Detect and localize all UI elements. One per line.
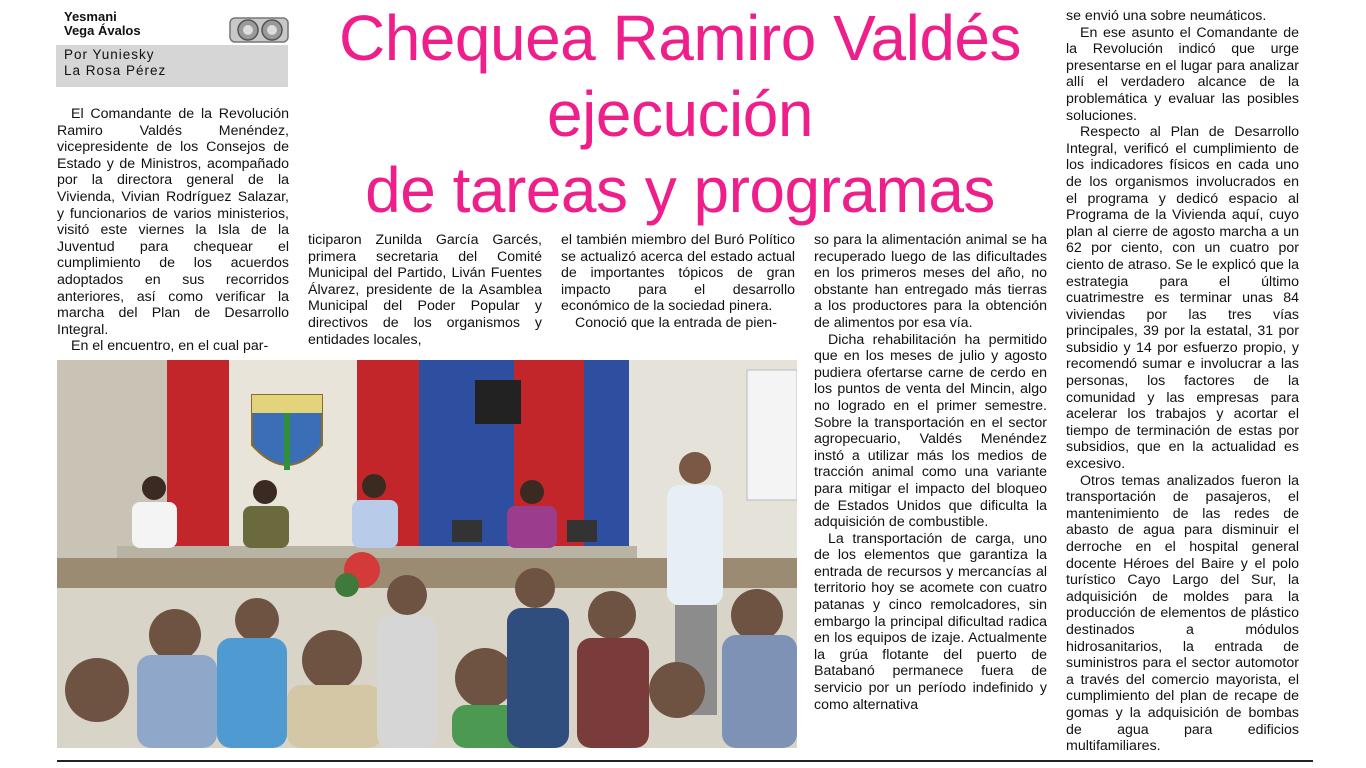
headline-line2: ejecución — [547, 78, 813, 150]
paragraph: se envió una sobre neumáticos. — [1066, 8, 1267, 24]
article-column-2 — [308, 232, 542, 348]
bottom-rule — [57, 760, 1313, 762]
photo-credit-line1: Yesmani — [64, 9, 117, 24]
paragraph: Respecto al Plan de Desarrollo Integral, verificó el cumplimiento de los indicadores físicos en cada uno de los organismos involucrados en el programa y dedicó espacio al Programa de la Vivienda aquí, cuyo plan al cierre de agosto marcha a un 62 por ciento, con un cuatro por ciento de atraso. Se le explicó que la estrategia para el último cuatrimestre es terminar unas 84 viviendas por las tres vías principales, 39 por la estatal, 31 por subsidio y 14 por esfuerzo propio, y recomendó sumar e involucrar a las personas, los factores de la comunidad y las empresas para acelerar los trabajos y acortar el tiempo de terminación de estas por subsidios, que en la actualidad es excesivo. — [1066, 124, 1299, 473]
headline-line1: Chequea Ramiro Valdés — [338, 2, 1022, 74]
author-line2: La Rosa Pérez — [64, 63, 167, 78]
headline — [300, 0, 1060, 228]
article-column-4 — [814, 232, 1047, 713]
paragraph: so para la alimentación animal se ha recuperado luego de las dificultades en los primeros meses del año, no obstante han entregado más tierras a los productores para la obtención de alimentos por esa vía. — [814, 232, 1047, 331]
camera-icon — [228, 12, 290, 46]
headline-line3: de tareas y programas — [365, 154, 995, 226]
paragraph: Otros temas analizados fueron la transportación de pasajeros, el mantenimiento de las redes de abasto de agua para disminuir el derroche en el hospital general docente Héroes del Baire y el polo turístico Cayo Largo del Sur, la adquisición de moldes para la producción de elementos de plástico destinados a módulos hidrosanitarios, la entrada de suministros para el sector automotor a través del comercio mayorista, el cumplimiento del plan de recape de gomas y la adquisición de bombas de agua para edificios multifamiliares. — [1066, 472, 1299, 755]
paragraph: ticiparon Zunilda García Garcés, primera secretaria del Comité Municipal del Partido, Liván Fuentes Álvarez, presidente de la Asamblea Municipal del Poder Popular y directivos de los organismos y entidades locales, — [308, 232, 542, 348]
article-column-3 — [561, 232, 795, 332]
paragraph: En el encuentro, en el cual par- — [71, 338, 269, 355]
article-column-1 — [57, 106, 289, 355]
photo-credit — [64, 10, 234, 38]
paragraph: Dicha rehabilitación ha permitido que en los meses de julio y agosto pudiera ofertarse carne de cerdo en los puntos de venta del Mincin, algo no logrado en el primer semestre. Sobre la transportación en el sector agropecuario, Valdés Menéndez instó a utilizar más los medios de tracción animal como una variante para mitigar el impacto del bloqueo de Estados Unidos que dificulta la adquisición de combustible. — [814, 331, 1047, 531]
meeting-photo — [57, 360, 797, 748]
paragraph: La transportación de carga, uno de los elementos que garantiza la entrada de recursos y mercancías al territorio hoy se acomete con cuatro patanas y cinco remolcadores, sin embargo la principal dificultad radica en los equipos de izaje. Actualmente la grúa flotante del puerto de Batabanó permanece fuera de servicio por un período indefinido y como alternativa — [814, 530, 1047, 713]
paragraph: El Comandante de la Revolución Ramiro Valdés Menéndez, vicepresidente de los Consejos de Estado y de Ministros, acompañado por la directora general de la Vivienda, Vivian Rodríguez Salazar, y funcionarios de varios ministerios, visitó este viernes la Isla de la Juventud para chequear el cumplimiento de los acuerdos adoptados en sus recorridos anteriores, así como verificar la marcha del Plan de Desarrollo Integral. — [57, 106, 289, 338]
author-line1: Por Yuniesky — [64, 47, 155, 62]
photo-credit-line2: Vega Ávalos — [64, 23, 141, 38]
paragraph: En ese asunto el Comandante de la Revolución indicó que urge presentarse en el lugar para analizar allí el verdadero alcance de la problemática y evaluar las posibles soluciones. — [1066, 24, 1299, 124]
paragraph: Conoció que la entrada de pien- — [575, 314, 777, 331]
article-column-5 — [1066, 8, 1299, 755]
author-box — [56, 45, 288, 87]
paragraph: el también miembro del Buró Político se actualizó acerca del estado actual de importantes tópicos de gran impacto para el desarrollo económico de la sociedad pinera. — [561, 232, 795, 315]
